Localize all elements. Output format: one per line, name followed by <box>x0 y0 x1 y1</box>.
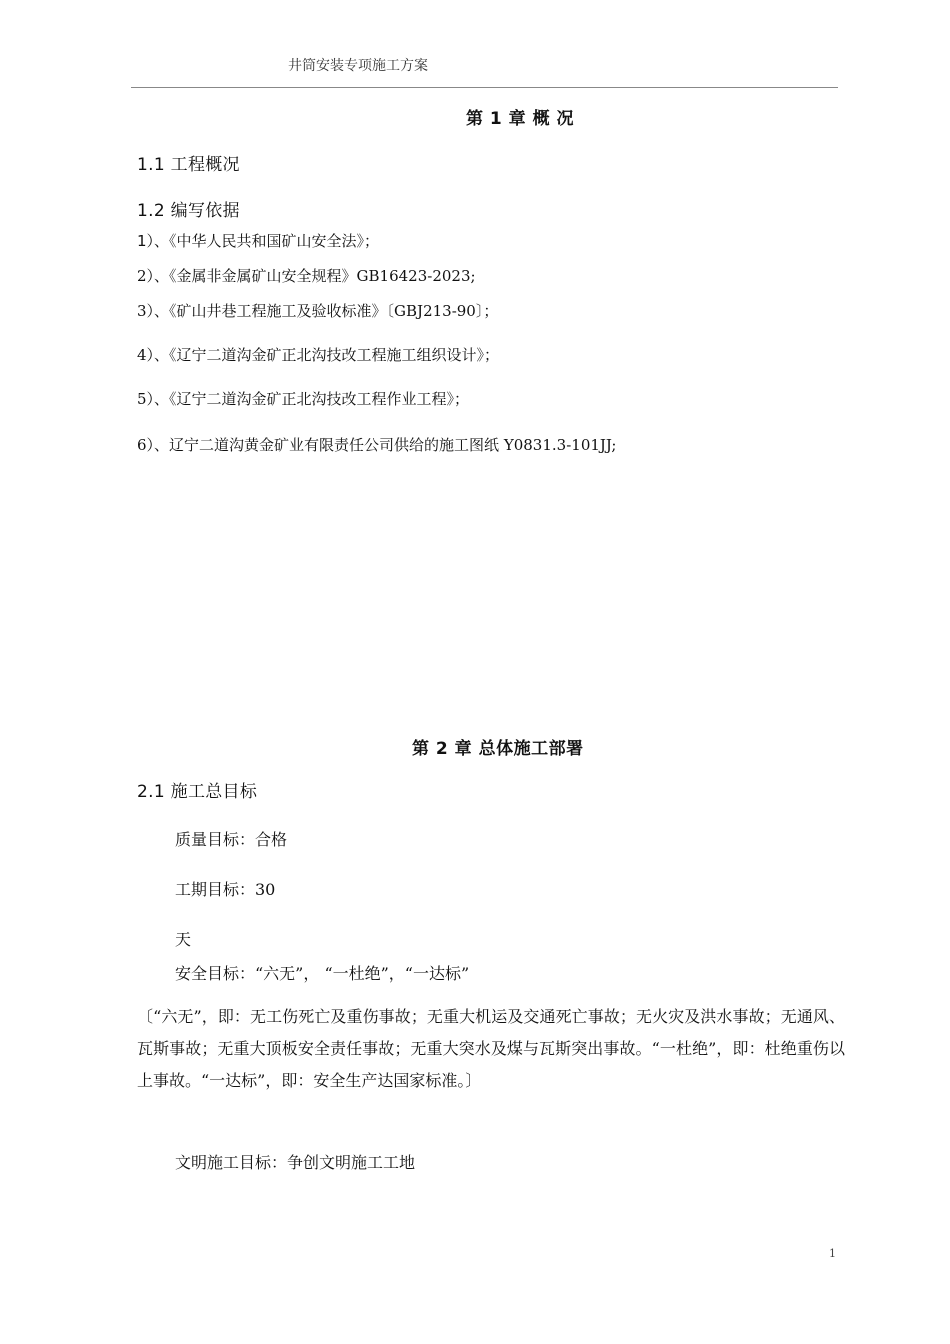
civilized-construction-goal: 文明施工目标：争创文明施工工地 <box>175 1153 416 1172</box>
running-header-title: 井筒安装专项施工方案 <box>288 58 428 74</box>
chapter-2-heading: 第 2 章 总体施工部署 <box>412 739 584 759</box>
page-number: 1 <box>829 1247 836 1260</box>
reference-item-2: 2）、《金属非金属矿山安全规程》GB16423-2023; <box>137 267 476 285</box>
reference-item-6: 6）、辽宁二道沟黄金矿业有限责任公司供给的施工图纸 Y0831.3-101JJ; <box>137 436 617 454</box>
reference-item-3: 3）、《矿山井巷工程施工及验收标准》〔GBJ213-90〕； <box>137 302 499 320</box>
header-divider <box>131 87 838 88</box>
schedule-goal-unit: 天 <box>175 930 192 949</box>
chapter-1-heading: 第 1 章 概 况 <box>466 109 575 129</box>
safety-goal: 安全目标：“六无”， “一杜绝”，“一达标” <box>175 964 470 983</box>
safety-explanation-paragraph: 〔“六无”，即：无工伤死亡及重伤事故；无重大机运及交通死亡事故；无火灾及洪水事故；无通风、瓦斯事故；无重大顶板安全责任事故；无重大突水及煤与瓦斯突出事故。“一杜绝”，即：杜绝重伤以上事故。“一达标”，即：安全生产达国家标准。〕 <box>137 1007 845 1090</box>
reference-item-4: 4）、《辽宁二道沟金矿正北沟技改工程施工组织设计》； <box>137 346 500 364</box>
quality-goal: 质量目标：合格 <box>175 830 288 849</box>
section-1-1-heading: 1.1 工程概况 <box>137 155 240 175</box>
section-1-2-heading: 1.2 编写依据 <box>137 201 240 221</box>
schedule-goal: 工期目标：30 <box>175 880 276 899</box>
reference-item-5: 5）、《辽宁二道沟金矿正北沟技改工程作业工程》； <box>137 390 470 408</box>
section-2-1-heading: 2.1 施工总目标 <box>137 782 258 802</box>
reference-item-1: 1）、《中华人民共和国矿山安全法》； <box>137 232 380 250</box>
